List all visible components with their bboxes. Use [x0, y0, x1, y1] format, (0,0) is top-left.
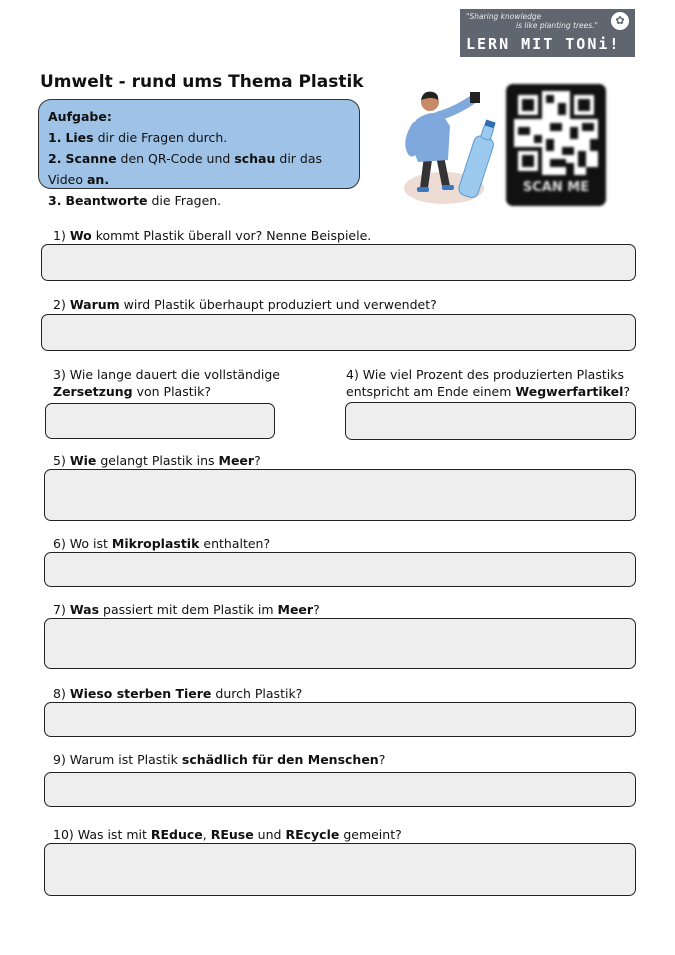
- question-3: 3) Wie lange dauert die vollständige Zersetzung von Plastik?: [53, 367, 280, 399]
- question-8: 8) Wieso sterben Tiere durch Plastik?: [53, 686, 303, 701]
- answer-field-9[interactable]: [44, 772, 636, 807]
- answer-field-6[interactable]: [44, 552, 636, 587]
- qr-code[interactable]: [506, 84, 606, 206]
- task-step-2: 2. Scanne den QR-Code und schau dir das Video an.: [48, 151, 323, 187]
- question-1: 1) Wo kommt Plastik überall vor? Nenne Beispiele.: [53, 228, 372, 243]
- answer-field-8[interactable]: [44, 702, 636, 737]
- tree-icon: ✿: [611, 12, 629, 30]
- question-5: 5) Wie gelangt Plastik ins Meer?: [53, 453, 261, 468]
- page-title: Umwelt - rund ums Thema Plastik: [40, 72, 364, 92]
- question-6: 6) Wo ist Mikroplastik enthalten?: [53, 536, 271, 551]
- logo-slogan-line2: is like planting trees.": [516, 21, 598, 30]
- qr-pattern-icon: [514, 91, 598, 175]
- question-7: 7) Was passiert mit dem Plastik im Meer?: [53, 602, 320, 617]
- answer-field-10[interactable]: [44, 843, 636, 896]
- task-heading: Aufgabe:: [48, 109, 112, 124]
- person-with-bottle-illustration: [398, 86, 506, 210]
- answer-field-4[interactable]: [345, 402, 636, 440]
- question-2: 2) Warum wird Plastik überhaupt produziert und verwendet?: [53, 297, 437, 312]
- answer-field-1[interactable]: [41, 244, 636, 281]
- logo-slogan: [466, 12, 606, 30]
- logo-slogan-line1: "Sharing knowledge: [466, 12, 542, 21]
- task-step-1: 1. Lies dir die Fragen durch.: [48, 130, 228, 145]
- answer-field-5[interactable]: [44, 469, 636, 521]
- brand-logo: [460, 9, 635, 57]
- qr-scan-label: SCAN ME: [522, 180, 590, 195]
- answer-field-2[interactable]: [41, 314, 636, 351]
- answer-field-7[interactable]: [44, 618, 636, 669]
- question-4: 4) Wie viel Prozent des produzierten Plastiks entspricht am Ende einem Wegwerfartikel?: [346, 367, 631, 399]
- task-box: [38, 99, 360, 208]
- answer-field-3[interactable]: [45, 403, 275, 439]
- question-10: 10) Was ist mit REduce, REuse und REcycle gemeint?: [53, 827, 402, 842]
- question-9: 9) Warum ist Plastik schädlich für den Menschen?: [53, 752, 386, 767]
- task-step-3: 3. Beantworte die Fragen.: [48, 193, 222, 208]
- logo-name: LERN MIT TONi!: [466, 35, 621, 53]
